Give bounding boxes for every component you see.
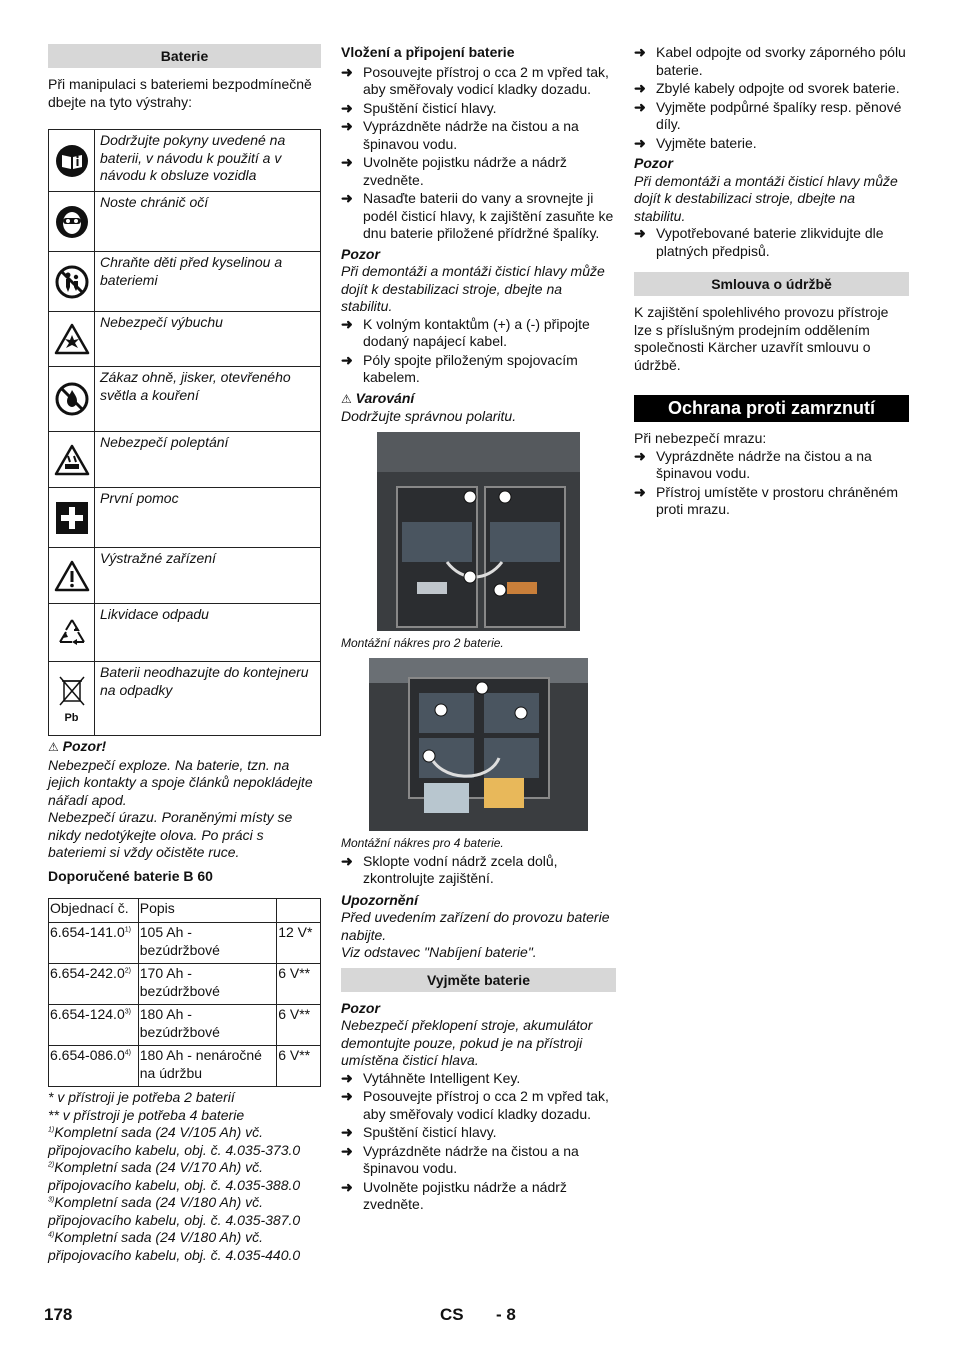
column-left: [48, 44, 321, 1264]
table-row: [49, 312, 321, 367]
arrow-right-icon: ➜: [634, 44, 646, 60]
table-cell-volt: 6 V**: [277, 1005, 321, 1046]
column-right: [634, 44, 909, 520]
footnote-3: [48, 1194, 321, 1229]
table-row: [49, 192, 321, 252]
arrow-right-icon: ➜: [341, 852, 353, 869]
footnote-4: [48, 1229, 321, 1264]
notice-label: Upozornění: [341, 891, 418, 908]
list-item: [341, 1143, 616, 1178]
manual-info-icon: [49, 130, 95, 192]
arrow-right-icon: ➜: [634, 447, 646, 464]
arrow-right-icon: ➜: [341, 63, 353, 80]
list-item: [341, 154, 616, 189]
code-value: 6.654-141.0: [50, 924, 125, 940]
table-cell-code: [49, 1046, 139, 1087]
list-item: [341, 853, 616, 888]
caution-text-1: Nebezpečí exploze. Na baterie, tzn. na jejich kontakty a spoje článků nepokládejte nářadí apod.: [48, 756, 313, 808]
warning-text: Výstražné zařízení: [95, 548, 321, 604]
note-1: * v přístroji je potřeba 2 baterií: [48, 1089, 235, 1105]
warning-label: Varování: [355, 389, 415, 406]
list-item: [341, 190, 616, 243]
crossed-bin-icon: [49, 662, 95, 736]
warning-text: Nebezpečí výbuchu: [95, 312, 321, 367]
corrosive-icon: [49, 432, 95, 488]
pozor-text: Při demontáži a montáži čisticí hlavy může dojít k destabilizaci stroje, dbejte na stabilitu.: [341, 263, 605, 314]
section-heading-contract: Smlouva o údržbě: [634, 272, 909, 296]
table-row: [49, 923, 321, 964]
footnote-mark: 3): [48, 1196, 55, 1204]
footnote-mark: 1): [48, 1126, 55, 1134]
footnote-mark: 1): [124, 926, 131, 934]
warning-text: Baterii neodhazujte do kontejneru na odpadky: [95, 662, 321, 736]
recommended-heading: Doporučené baterie B 60: [48, 867, 213, 884]
recycle-icon: [49, 604, 95, 662]
step-text: Vytáhněte Intelligent Key.: [363, 1069, 521, 1086]
footnote-text: Kompletní sada (24 V/180 Ah) vč. připojovacího kabelu, obj. č. 4.035-440.0: [48, 1229, 301, 1263]
section-heading-remove: Vyjměte baterie: [341, 968, 616, 992]
list-item: [634, 44, 909, 79]
battery-photo-4: [369, 658, 588, 831]
step-text: Posouvejte přístroj o cca 2 m vpřed tak, aby směřovaly vodicí kladky dozadu.: [363, 63, 609, 97]
step-text: Vyjměte podpůrné špalíky resp. pěnové díly.: [656, 98, 902, 132]
arrow-right-icon: ➜: [634, 80, 646, 96]
warning-triangle-icon: ⚠: [48, 740, 59, 754]
table-cell-volt: 6 V**: [277, 1046, 321, 1087]
table-cell-code: [49, 1005, 139, 1046]
goggles-icon: [49, 192, 95, 252]
table-cell-volt: 12 V*: [277, 923, 321, 964]
table-cell-desc: 180 Ah - bezúdržbové: [138, 1005, 276, 1046]
table-row: [49, 964, 321, 1005]
step-text: Vypotřebované baterie zlikvidujte dle platných předpisů.: [656, 225, 884, 259]
caption-4-batteries: Montážní nákres pro 4 baterie.: [341, 836, 504, 850]
section-heading-insert: Vložení a připojení baterie: [341, 44, 515, 60]
arrow-right-icon: ➜: [634, 483, 646, 500]
table-row: [49, 130, 321, 192]
step-text: Uvolněte pojistku nádrže a nádrž zvedněte.: [363, 1178, 567, 1212]
step-text: Vyprázdněte nádrže na čistou a na špinavou vodu.: [363, 118, 579, 152]
step-text: Spuštění čisticí hlavy.: [363, 1124, 497, 1140]
table-cell-desc: 105 Ah - bezúdržbové: [138, 923, 276, 964]
pozor-label: Pozor: [634, 155, 673, 171]
footnote-2: [48, 1159, 321, 1194]
arrow-right-icon: ➜: [341, 118, 353, 134]
arrow-right-icon: ➜: [341, 99, 353, 116]
caution-text-2: Nebezpečí úrazu. Poraněnými místy se nikdy nedotýkejte olova. Po práci s bateriemi si vždy očistěte ruce.: [48, 809, 293, 860]
footnote-text: Kompletní sada (24 V/180 Ah) vč. připojovacího kabelu, obj. č. 4.035-387.0: [48, 1194, 301, 1228]
battery-table: [48, 898, 321, 1087]
table-row: [49, 1046, 321, 1087]
language-code: CS: [440, 1305, 464, 1324]
warning-text: Dodržujte pokyny uvedené na baterii, v návodu k použití a v návodu k obsluze vozidla: [95, 130, 321, 192]
battery-photo-2: [377, 432, 580, 631]
arrow-right-icon: ➜: [341, 1088, 353, 1104]
section-heading-frost: Ochrana proti zamrznutí: [634, 395, 909, 422]
warning-text: Zákaz ohně, jisker, otevřeného světla a kouření: [95, 367, 321, 432]
arrow-right-icon: ➜: [341, 1142, 353, 1159]
explosion-icon: [49, 312, 95, 367]
step-text: Vyjměte baterie.: [656, 134, 757, 151]
arrow-right-icon: ➜: [341, 1124, 353, 1140]
table-row: [49, 604, 321, 662]
arrow-right-icon: ➜: [341, 154, 353, 170]
footnote-text: Kompletní sada (24 V/170 Ah) vč. připojovacího kabelu, obj. č. 4.035-388.0: [48, 1159, 301, 1193]
footnote-mark: 4): [48, 1231, 55, 1239]
page-number: 178: [44, 1305, 73, 1324]
step-text: Vyprázdněte nádrže na čistou a na špinavou vodu.: [363, 1142, 579, 1176]
table-cell-code: [49, 923, 139, 964]
step-text: Přístroj umístěte v prostoru chráněném proti mrazu.: [656, 483, 898, 517]
warning-text: Dodržujte správnou polaritu.: [341, 408, 517, 424]
step-text: Uvolněte pojistku nádrže a nádrž zvedněte.: [363, 154, 567, 188]
list-item: [341, 118, 616, 153]
footnote-mark: 3): [124, 1008, 131, 1016]
list-item: [341, 64, 616, 99]
footnote-text: Kompletní sada (24 V/105 Ah) vč. připojovacího kabelu, obj. č. 4.035-373.0: [48, 1124, 301, 1158]
pozor-text: Při demontáži a montáži čisticí hlavy může dojít k destabilizaci stroje, dbejte na stabilitu.: [634, 172, 898, 224]
list-item: [341, 1088, 616, 1123]
list-item: [634, 448, 909, 483]
list-item: [341, 100, 616, 118]
arrow-right-icon: ➜: [634, 225, 646, 241]
notice-text-1: Před uvedením zařízení do provozu baterie nabijte.: [341, 909, 610, 943]
arrow-right-icon: ➜: [341, 315, 353, 332]
caution-heading: [48, 738, 321, 757]
list-item: [341, 1124, 616, 1142]
warning-text: První pomoc: [95, 488, 321, 548]
code-value: 6.654-242.0: [50, 965, 125, 981]
list-item: [634, 80, 909, 98]
arrow-right-icon: ➜: [634, 134, 646, 151]
table-cell-desc: 180 Ah - nenáročné na údržbu: [138, 1046, 276, 1087]
pozor-label: Pozor: [341, 999, 380, 1016]
column-middle: [341, 44, 616, 1215]
section-heading-baterie: Baterie: [48, 44, 321, 68]
table-row: [49, 488, 321, 548]
warning-text: Nebezpečí poleptání: [95, 432, 321, 488]
code-value: 6.654-124.0: [50, 1006, 125, 1022]
arrow-right-icon: ➜: [634, 98, 646, 115]
table-row: [49, 252, 321, 312]
arrow-right-icon: ➜: [341, 1069, 353, 1086]
list-item: [634, 484, 909, 519]
table-row: [49, 662, 321, 736]
children-prohibited-icon: [49, 252, 95, 312]
list-item: [341, 1179, 616, 1214]
arrow-right-icon: ➜: [341, 1178, 353, 1195]
sub-page-number: - 8: [496, 1305, 516, 1324]
table-header-code: Objednací č.: [49, 899, 139, 923]
table-row: [49, 899, 321, 923]
table-row: [49, 367, 321, 432]
table-header-volt: [277, 899, 321, 923]
table-cell-volt: 6 V**: [277, 964, 321, 1005]
pb-label: Pb: [64, 712, 79, 724]
step-text: Spuštění čisticí hlavy.: [363, 99, 497, 116]
intro-text: Při manipulaci s bateriemi bezpodmínečně dbejte na tyto výstrahy:: [48, 76, 312, 110]
note-2: ** v přístroji je potřeba 4 baterie: [48, 1106, 245, 1123]
code-value: 6.654-086.0: [50, 1047, 125, 1063]
step-text: Póly spojte přiloženým spojovacím kabelem.: [363, 351, 578, 385]
warning-triangle-icon: [49, 548, 95, 604]
step-text: Kabel odpojte od svorky záporného pólu baterie.: [656, 44, 906, 78]
first-aid-icon: [49, 488, 95, 548]
table-header-desc: Popis: [138, 899, 276, 923]
warning-text: Noste chránič očí: [95, 192, 321, 252]
arrow-right-icon: ➜: [341, 190, 353, 206]
step-text: Nasaďte baterii do vany a srovnejte ji podél čisticí hlavy, k zajištění zasuňte ke dnu baterie přiložené přídržné špalíky.: [363, 190, 614, 241]
warning-text: Chraňte děti před kyselinou a bateriemi: [95, 252, 321, 312]
warning-heading: [341, 390, 616, 409]
no-fire-icon: [49, 367, 95, 432]
step-text: Zbylé kabely odpojte od svorek baterie.: [656, 80, 900, 96]
table-row: [49, 1005, 321, 1046]
table-cell-code: [49, 964, 139, 1005]
notice-text-2: Viz odstavec "Nabíjení baterie".: [341, 944, 537, 960]
step-text: K volným kontaktům (+) a (-) připojte dodaný napájecí kabel.: [363, 315, 590, 349]
footnote-mark: 2): [48, 1161, 55, 1169]
arrow-right-icon: ➜: [341, 351, 353, 368]
warning-table: [48, 129, 321, 736]
caption-2-batteries: Montážní nákres pro 2 baterie.: [341, 635, 504, 650]
footnote-mark: 4): [124, 1049, 131, 1057]
list-item: [341, 1070, 616, 1088]
warning-text: Likvidace odpadu: [95, 604, 321, 662]
table-row: [49, 548, 321, 604]
step-text: Sklopte vodní nádrž zcela dolů, zkontrolujte zajištění.: [363, 852, 558, 886]
step-text: Vyprázdněte nádrže na čistou a na špinavou vodu.: [656, 447, 872, 481]
list-item: [634, 135, 909, 153]
pozor-text: Nebezpečí překlopení stroje, akumulátor demontujte pouze, pokud je na přístroji umístěna čisticí hlava.: [341, 1017, 593, 1068]
footnote-mark: 2): [124, 967, 131, 975]
caution-label: Pozor!: [62, 738, 107, 754]
pozor-label: Pozor: [341, 245, 380, 262]
table-row: [49, 432, 321, 488]
list-item: [634, 99, 909, 134]
list-item: [634, 225, 909, 260]
step-text: Posouvejte přístroj o cca 2 m vpřed tak, aby směřovaly vodicí kladky dozadu.: [363, 1088, 609, 1122]
list-item: [341, 316, 616, 351]
list-item: [341, 352, 616, 387]
frost-intro: Při nebezpečí mrazu:: [634, 430, 767, 446]
footnote-1: [48, 1124, 321, 1159]
warning-triangle-icon: ⚠: [341, 391, 352, 406]
table-cell-desc: 170 Ah - bezúdržbové: [138, 964, 276, 1005]
contract-text: K zajištění spolehlivého provozu přístroje lze s příslušným prodejním oddělením společnosti Kärcher uzavřít smlouvu o údržbě.: [634, 304, 889, 373]
